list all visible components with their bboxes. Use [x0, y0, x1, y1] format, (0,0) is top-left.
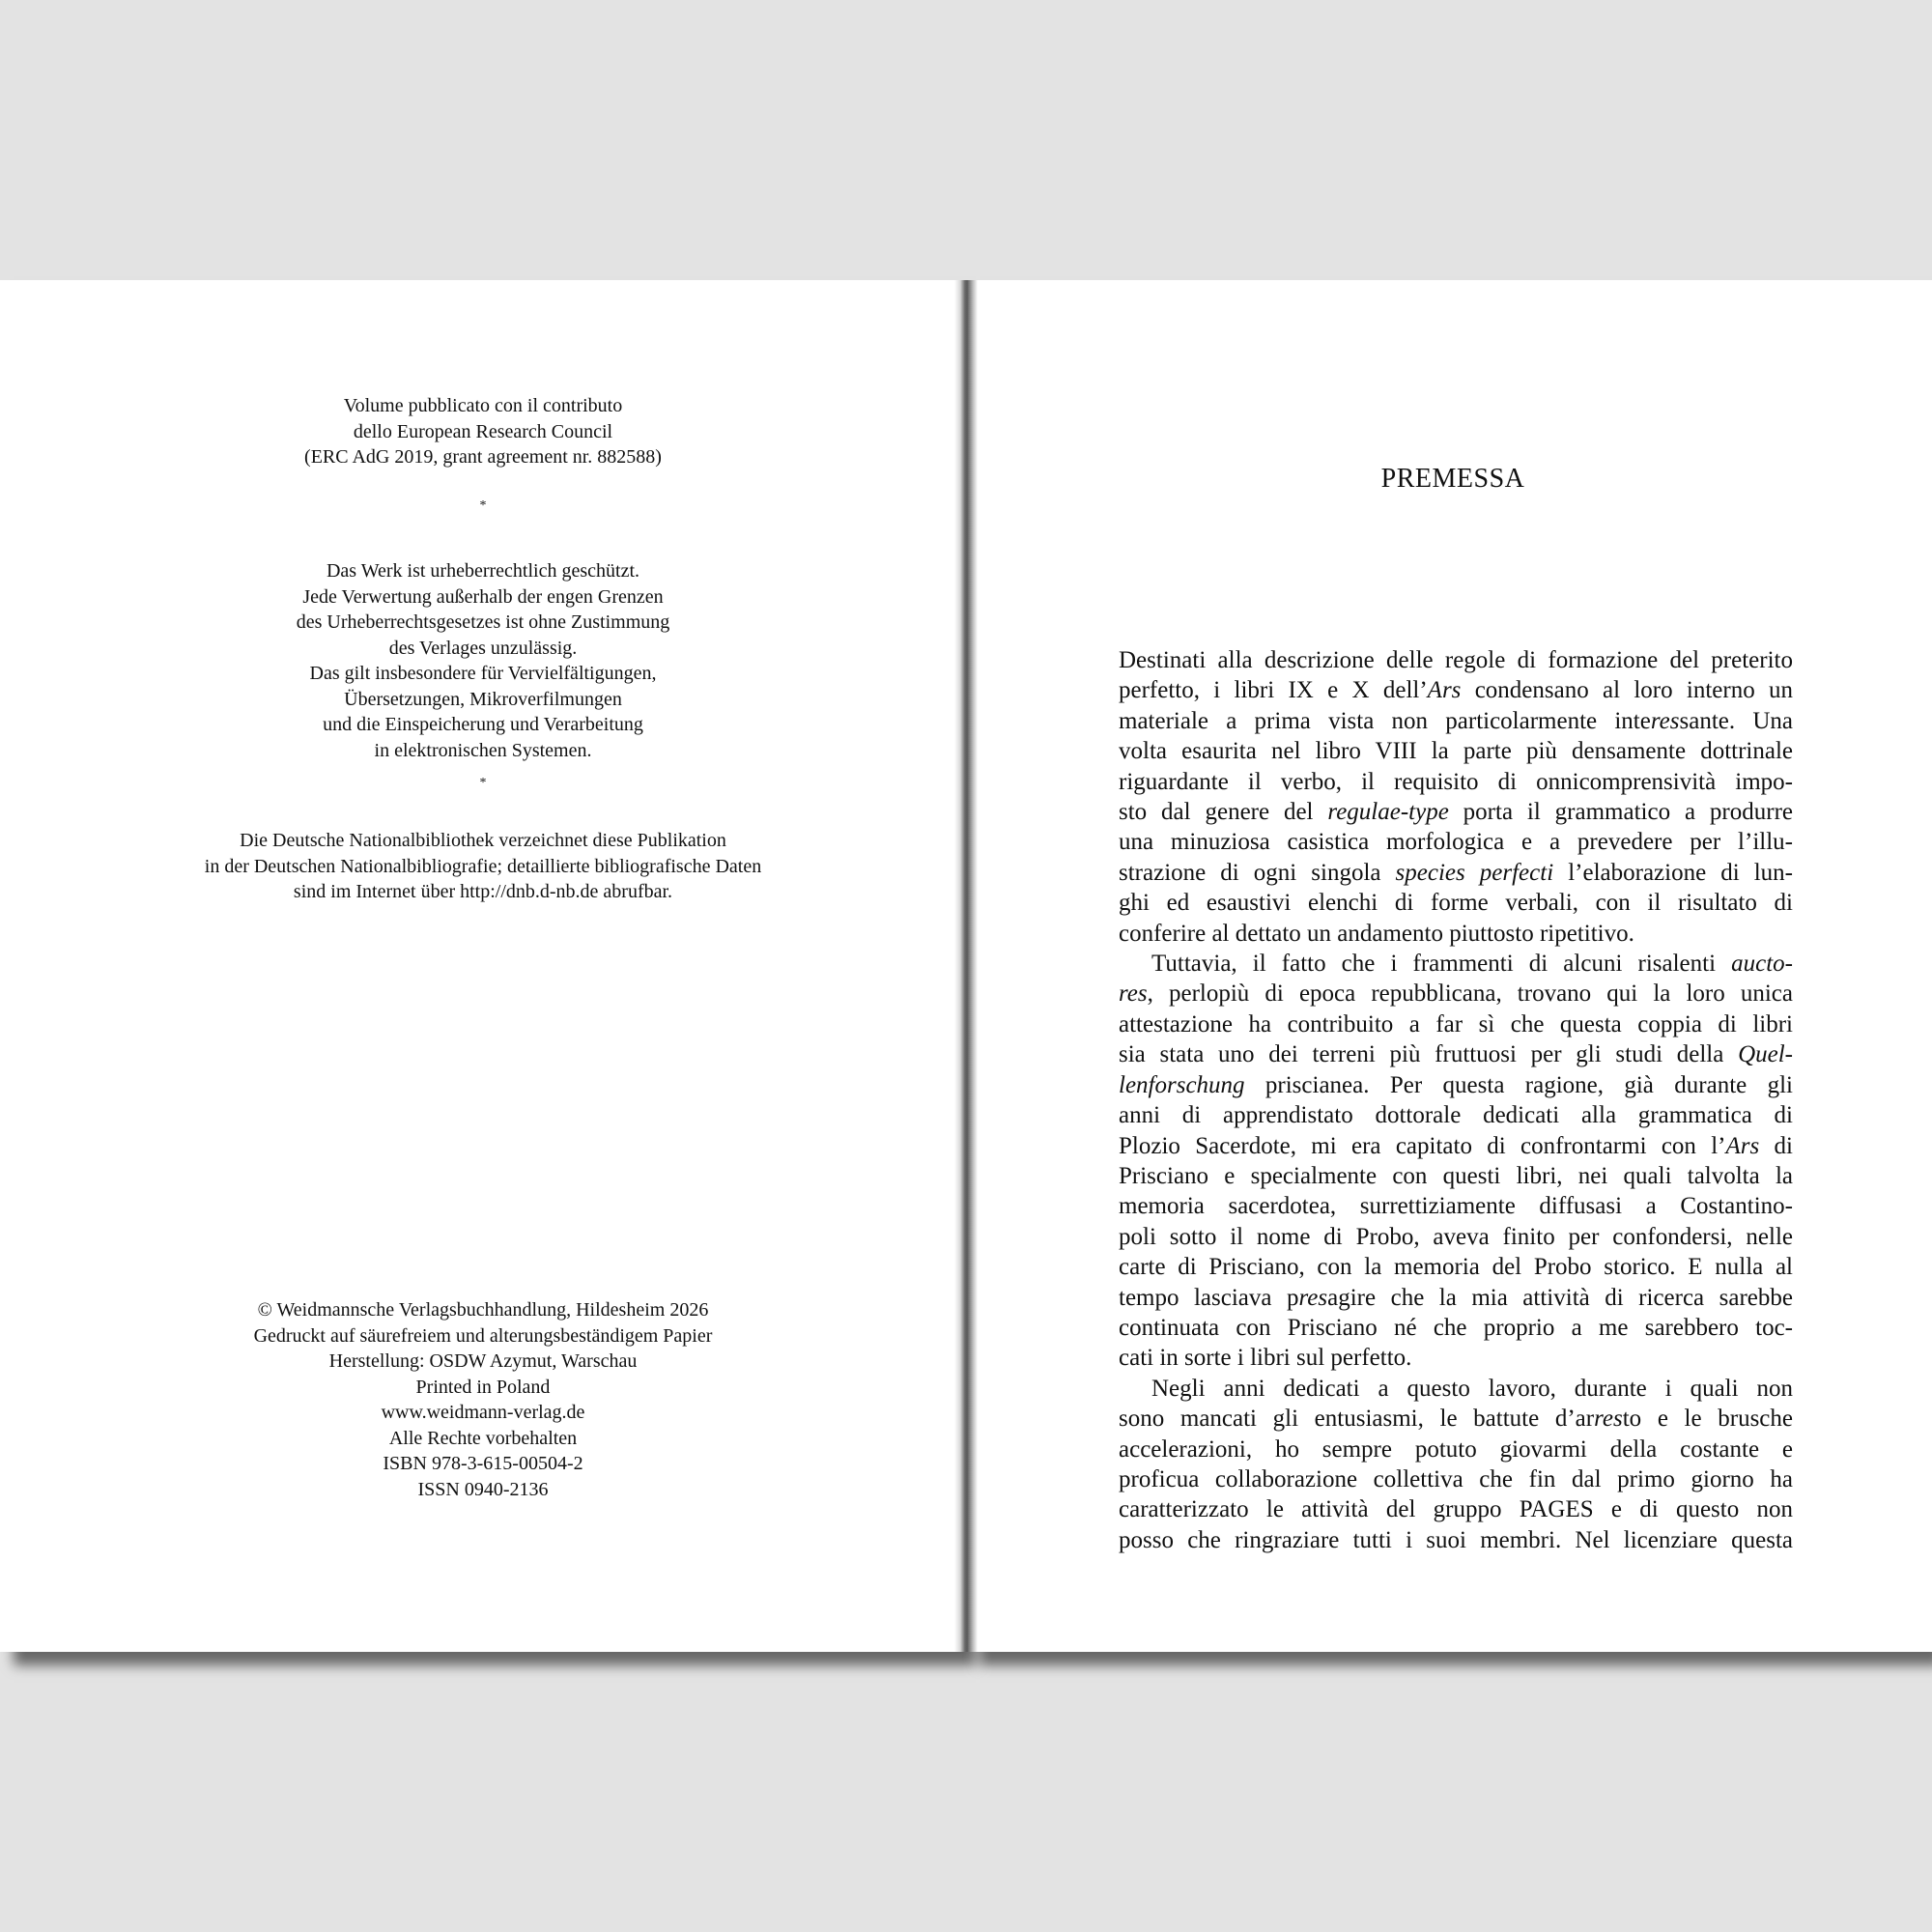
dnb-line: Die Deutsche Nationalbibliothek verzeichnet diese Publikation — [240, 830, 726, 851]
body-line: Prisciano e specialmente con questi libri, nei quali talvolta la — [1119, 1162, 1793, 1189]
body-line: Destinati alla descrizione delle regole di formazione del preterito — [1119, 647, 1793, 673]
colophon-line: ISSN 0940-2136 — [417, 1478, 549, 1500]
body-line: tempo lasciava presagire che la mia attività di ricerca sarebbe — [1119, 1284, 1793, 1311]
copyright-line: des Verlages unzulässig. — [388, 637, 578, 659]
body-line: sto dal genere del regulae-type porta il grammatico a produrre — [1119, 799, 1794, 826]
colophon-line: Alle Rechte vorbehalten — [388, 1427, 578, 1449]
body-line: Negli anni dedicati a questo lavoro, durante i quali non — [1151, 1375, 1793, 1402]
body-line: anni di apprendistato dottorale dedicati alla grammatica di — [1119, 1102, 1793, 1129]
body-line: conferire al dettato un andamento piuttosto ripetitivo. — [1119, 920, 1634, 947]
colophon — [0, 1297, 966, 1502]
body-line: posso che ringraziare tutti i suoi membri. Nel licenziare questa — [1119, 1526, 1793, 1553]
dnb-line: in der Deutschen Nationalbibliografie; detaillierte bibliografische Daten — [204, 855, 762, 877]
body-line: poli sotto il nome di Probo, aveva finito per confondersi, nelle — [1119, 1223, 1793, 1250]
copyright-line: Das gilt insbesondere für Vervielfältigungen, — [309, 663, 657, 684]
copyright-line: Übersetzungen, Mikroverfilmungen — [344, 688, 622, 710]
colophon-line: Herstellung: OSDW Azymut, Warschau — [328, 1350, 638, 1372]
separator-star: * — [479, 776, 487, 790]
body-line: caratterizzato le attività del gruppo PAGES e di questo non — [1119, 1496, 1793, 1523]
colophon-line: © Weidmannsche Verlagsbuchhandlung, Hildesheim 2026 — [257, 1299, 709, 1321]
body-line: perfetto, i libri IX e X dell’Ars condensano al loro interno un — [1119, 677, 1793, 704]
body-line: volta esaurita nel libro VIII la parte più densamente dottrinale — [1119, 738, 1793, 765]
colophon-line: www.weidmann-verlag.de — [381, 1402, 585, 1423]
body-line: sono mancati gli entusiasmi, le battute d’arresto e le brusche — [1119, 1406, 1793, 1433]
body-line: memoria sacerdotea, surrettiziamente diffusasi a Costantino- — [1119, 1193, 1793, 1220]
body-line: proficua collaborazione collettiva che fin dal primo giorno ha — [1119, 1465, 1793, 1492]
funding-line: Volume pubblicato con il contributo — [343, 395, 623, 416]
copyright-line: Jede Verwertung außerhalb der engen Grenzen — [302, 585, 664, 608]
body-line: Tuttavia, il fatto che i frammenti di alcuni risalenti aucto- — [1151, 951, 1793, 978]
body-line: una minuziosa casistica morfologica e a prevedere per l’illu- — [1119, 829, 1793, 856]
dnb-line: sind im Internet über http://dnb.d-nb.de abrufbar. — [293, 881, 673, 902]
page-title: PREMESSA — [1380, 464, 1525, 494]
body-line: carte di Prisciano, con la memoria del Probo storico. E nulla al — [1119, 1254, 1793, 1281]
body-line: res, perlopiù di epoca repubblicana, trovano qui la loro unica — [1119, 980, 1793, 1008]
copyright-notice — [0, 558, 966, 763]
body-line: accelerazioni, ho sempre potuto giovarmi della costante e — [1119, 1435, 1793, 1463]
body-line: materiale a prima vista non particolarmente interessante. Una — [1119, 707, 1793, 734]
copyright-line: Das Werk ist urheberrechtlich geschützt. — [326, 560, 639, 582]
separator-star: * — [479, 498, 487, 513]
premessa-body — [1119, 645, 1793, 1555]
funding-notice — [0, 393, 966, 470]
copyright-line: des Urheberrechtsgesetzes ist ohne Zustimmung — [296, 611, 670, 633]
dnb-notice — [0, 828, 966, 905]
colophon-line: ISBN 978-3-615-00504-2 — [383, 1453, 583, 1474]
body-line: continuata con Prisciano né che proprio a me sarebbero toc- — [1119, 1314, 1793, 1341]
copyright-line: und die Einspeicherung und Verarbeitung — [323, 714, 643, 735]
body-line: sia stata uno dei terreni più fruttuosi per gli studi della Quel- — [1119, 1041, 1793, 1068]
body-line: ghi ed esaustivi elenchi di forme verbali, con il risultato di — [1119, 890, 1793, 917]
colophon-line: Gedruckt auf säurefreiem und alterungsbeständigem Papier — [253, 1324, 713, 1347]
body-line: attestazione ha contribuito a far sì che questa coppia di libri — [1119, 1010, 1793, 1037]
body-line: cati in sorte i libri sul perfetto. — [1119, 1345, 1412, 1372]
funding-line: dello European Research Council — [353, 420, 613, 442]
book-spread — [0, 280, 1932, 1652]
body-line: strazione di ogni singola species perfecti l’elaborazione di lun- — [1119, 859, 1793, 886]
body-line: Plozio Sacerdote, mi era capitato di confrontarmi con l’Ars di — [1119, 1132, 1793, 1159]
body-line: riguardante il verbo, il requisito di onnicomprensività impo- — [1119, 768, 1793, 795]
funding-line: (ERC AdG 2019, grant agreement nr. 882588) — [304, 446, 662, 468]
colophon-line: Printed in Poland — [415, 1376, 551, 1398]
body-line: lenforschung priscianea. Per questa ragione, già durante gli — [1119, 1071, 1793, 1098]
copyright-line: in elektronischen Systemen. — [374, 739, 592, 761]
